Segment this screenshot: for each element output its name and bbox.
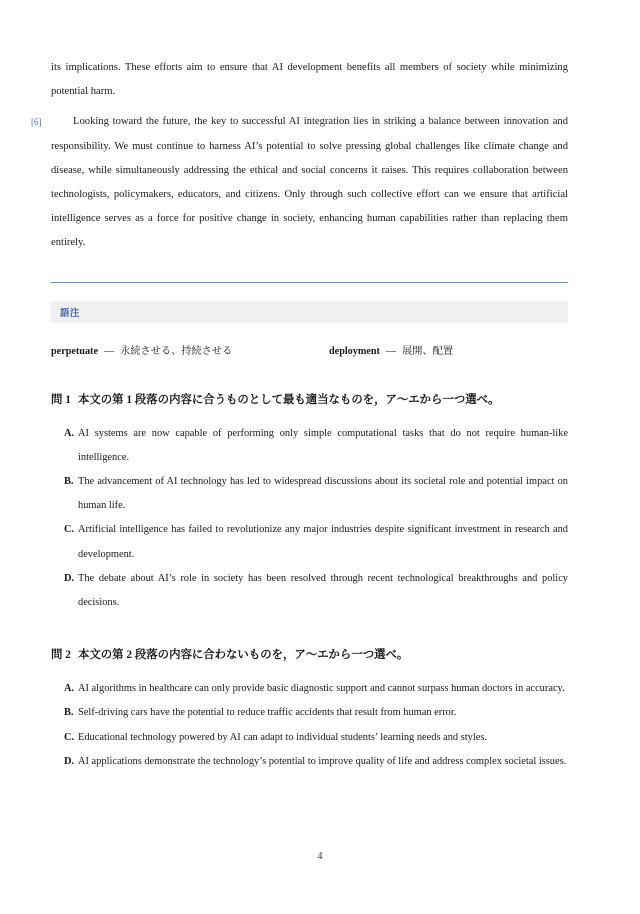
question-options — [51, 677, 568, 774]
option-item[interactable] — [64, 677, 568, 701]
option-text: The debate about AI’s role in society has been resolved through recent technological breakthroughs and policy decisions. — [78, 572, 568, 609]
option-text: Artificial intelligence has failed to revolutionize any major industries despite significant investment in research and development. — [78, 524, 568, 560]
glossary-dash: — — [385, 345, 397, 357]
option-text: AI systems are now capable of performing only simple computational tasks that do not require human-like intelligence. — [78, 427, 568, 463]
option-item[interactable] — [64, 726, 568, 750]
passage-paragraph-6 — [31, 110, 568, 255]
option-item[interactable] — [64, 422, 568, 470]
option-letter: A. — [64, 427, 75, 439]
glossary-term: deployment — [329, 345, 380, 357]
question-number: 問 1 — [51, 393, 71, 406]
question-2 — [51, 645, 568, 774]
page-content — [31, 56, 568, 774]
question-prompt: 本文の第 1 段落の内容に合うものとして最も適当なものを，ア～エから一つ選べ。 — [77, 393, 500, 406]
section-divider — [51, 282, 568, 283]
option-letter: B. — [64, 707, 74, 719]
option-text: Self-driving cars have the potential to reduce traffic accidents that result from human error. — [78, 707, 457, 719]
glossary-entry-list — [51, 344, 568, 360]
paragraph-marker: [6] — [31, 117, 42, 128]
paragraph-text: Looking toward the future, the key to successful AI integration lies in striking a balance between innovation and responsibility. We must continue to harness AI’s potential to solve pressing global challenges like climate change and disease, while simultaneously addressing the ethical and social concerns it raises. This requires collaboration between technologists, policymakers, educators, and citizens. Only through such collective effort can we ensure that artificial intelligence serves as a force for positive change in society, enhancing human capabilities rather than replacing them entirely. — [51, 116, 568, 249]
glossary-entry — [329, 344, 453, 360]
option-letter: C. — [64, 524, 75, 536]
option-text: Educational technology powered by AI can adapt to individual students’ learning needs and styles. — [78, 731, 487, 743]
glossary-term: perpetuate — [51, 345, 98, 357]
question-number: 問 2 — [51, 649, 71, 662]
glossary-entry — [51, 344, 329, 360]
glossary-heading-label: 語注 — [60, 307, 80, 319]
question-options — [51, 422, 568, 616]
option-item[interactable] — [64, 470, 568, 518]
passage-continued-paragraph: its implications. These efforts aim to ensure that AI development benefits all members of society while minimizing potential harm. — [51, 62, 568, 98]
option-text: The advancement of AI technology has led to widespread discussions about its societal role and potential impact on human life. — [78, 476, 568, 512]
option-item[interactable] — [64, 701, 568, 725]
glossary-header — [51, 301, 568, 323]
glossary-dash: — — [103, 345, 115, 357]
option-letter: D. — [64, 572, 75, 584]
page-number: 4 — [317, 851, 323, 862]
option-text: AI algorithms in healthcare can only provide basic diagnostic support and cannot surpass human doctors in accuracy. — [78, 683, 565, 695]
question-prompt: 本文の第 2 段落の内容に合わないものを，ア～エから一つ選べ。 — [77, 649, 409, 662]
glossary-definition: 展開、配置 — [402, 345, 454, 357]
option-letter: D. — [64, 755, 75, 767]
question-heading — [51, 390, 568, 410]
option-letter: A. — [64, 683, 75, 695]
question-1 — [51, 390, 568, 616]
option-text: AI applications demonstrate the technology’s potential to improve quality of life and address complex societal issues. — [78, 755, 567, 767]
option-letter: C. — [64, 731, 75, 743]
option-item[interactable] — [64, 750, 568, 774]
glossary-definition: 永続させる、持続させる — [120, 345, 233, 357]
option-item[interactable] — [64, 567, 568, 615]
option-letter: B. — [64, 476, 74, 488]
question-heading — [51, 645, 568, 665]
option-item[interactable] — [64, 518, 568, 566]
